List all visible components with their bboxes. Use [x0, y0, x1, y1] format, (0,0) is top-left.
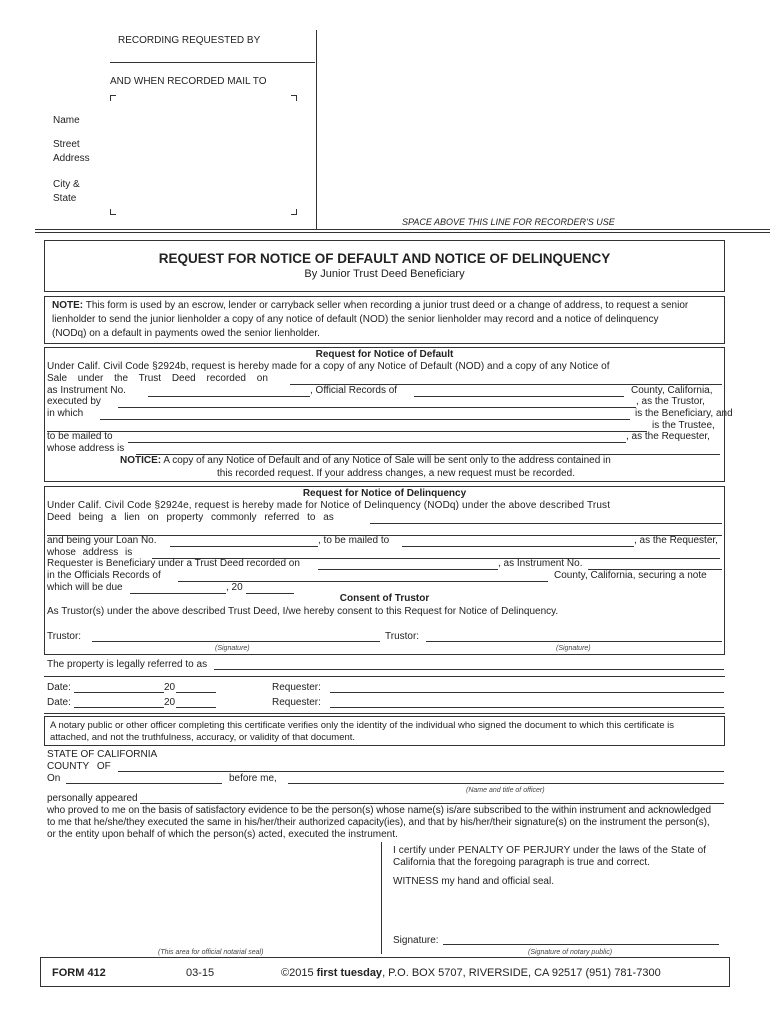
signature-caption-2: (Signature) — [556, 645, 591, 652]
default-line-4a: executed by — [47, 396, 101, 407]
corner-br — [291, 209, 297, 215]
year-label-1: 20 — [164, 682, 176, 693]
county-field[interactable] — [118, 771, 724, 772]
notary-date-field[interactable] — [66, 783, 222, 784]
delinquency-heading: Request for Notice of Delinquency — [302, 488, 467, 499]
property-legal-field[interactable] — [214, 669, 724, 670]
notary-signature-field[interactable] — [443, 944, 719, 945]
delinquency-line-3c: , as the Requester, — [634, 535, 718, 546]
note-line-3: (NODq) on a default in payments owed the senior lienholder. — [52, 328, 320, 339]
certify-line-2: California that the foregoing paragraph is true and correct. — [393, 857, 650, 868]
default-line-2: Sale under the Trust Deed recorded on — [47, 373, 268, 384]
property-separator — [44, 676, 725, 677]
date-label-1: Date: — [47, 682, 71, 693]
consent-heading: Consent of Trustor — [339, 593, 430, 604]
delinquency-line-7a: which will be due — [47, 582, 123, 593]
default-line-8: whose address is — [47, 443, 125, 454]
requester-field-1[interactable] — [330, 692, 724, 693]
delinquency-line-1: Under Calif. Civil Code §2924e, request is hereby made for Notice of Delinquency (NODq) under the above described Trust — [47, 500, 611, 511]
delinquency-line-4: whose address is — [47, 547, 133, 558]
and-when-recorded: AND WHEN RECORDED MAIL TO — [110, 76, 267, 87]
seal-area-caption: (This area for official notarial seal) — [158, 949, 264, 956]
consent-text: As Trustor(s) under the above described Trust Deed, I/we hereby consent to this Request for Notice of Delinquency. — [47, 606, 559, 617]
property-address-field[interactable] — [370, 523, 722, 524]
property-legal-label: The property is legally referred to as — [47, 659, 208, 670]
brand-name: first tuesday — [316, 967, 383, 979]
notice-label: NOTICE: — [120, 455, 162, 466]
delinquency-mailed-to-field[interactable] — [402, 546, 634, 547]
city-label: City & — [53, 179, 80, 190]
executed-by-field[interactable] — [118, 407, 636, 408]
date-separator — [44, 713, 725, 714]
year-label-2: 20 — [164, 697, 176, 708]
requester-label-1: Requester: — [272, 682, 321, 693]
before-me-label: before me, — [229, 773, 277, 784]
instrument-no-field[interactable] — [148, 396, 310, 397]
notary-disclaimer-2: attached, and not the truthfulness, accuracy, or validity of that document. — [50, 732, 356, 743]
officer-name-field[interactable] — [288, 783, 724, 784]
notary-para-3: or the entity upon behalf of which the person(s) acted, executed the instrument. — [47, 829, 398, 840]
delinquency-line-3b: , to be mailed to — [318, 535, 390, 546]
delinquency-line-5b: , as Instrument No. — [498, 558, 583, 569]
delinquency-line-7b: , 20 — [226, 582, 243, 593]
recorder-line-2 — [35, 232, 770, 233]
notary-para-1: who proved to me on the basis of satisfactory evidence to be the person(s) whose name(s) is/are subscribed to the within instrument and acknowledged — [47, 805, 712, 816]
trustor-label-1: Trustor: — [47, 631, 82, 642]
mailed-to-field[interactable] — [128, 442, 626, 443]
default-line-4b: , as the Trustor, — [636, 396, 705, 407]
title-box — [44, 240, 725, 292]
date-field-2[interactable] — [74, 707, 164, 708]
corner-tr — [291, 95, 297, 101]
delinquency-line-5a: Requester is Beneficiary under a Trust Deed recorded on — [47, 558, 300, 569]
delinquency-line-6b: County, California, securing a note — [554, 570, 707, 581]
trustor-signature-field-2[interactable] — [426, 641, 722, 642]
note-line-1: NOTE: This form is used by an escrow, lender or carryback seller when recording a junior trust deed or a change of address, to request a senior — [52, 300, 689, 311]
space-above-label: SPACE ABOVE THIS LINE FOR RECORDER'S USE — [402, 217, 615, 227]
form-date: 03-15 — [186, 967, 215, 979]
requester-label-2: Requester: — [272, 697, 321, 708]
date-label-2: Date: — [47, 697, 71, 708]
default-line-7b: , as the Requester, — [626, 431, 710, 442]
recording-divider — [316, 30, 317, 230]
date-field-1[interactable] — [74, 692, 164, 693]
default-heading: Request for Notice of Default — [315, 349, 454, 360]
witness-line: WITNESS my hand and official seal. — [393, 876, 554, 887]
default-line-5b: is the Beneficiary, and — [635, 408, 733, 419]
requested-by-line — [110, 62, 315, 63]
trustor-signature-field-1[interactable] — [92, 641, 380, 642]
default-notice-line-2: this recorded request. If your address changes, a new request must be recorded. — [217, 468, 575, 479]
loan-no-field[interactable] — [170, 546, 318, 547]
name-label: Name — [53, 115, 80, 126]
form-number: FORM 412 — [52, 967, 106, 979]
appeared-field[interactable] — [140, 803, 724, 804]
default-notice-line-1: NOTICE: A copy of any Notice of Default and of any Notice of Sale will be sent only to the address contained in — [120, 455, 611, 466]
default-line-3a: as Instrument No. — [47, 385, 126, 396]
personally-appeared: personally appeared — [47, 793, 138, 804]
notary-divider — [381, 842, 382, 954]
certify-line-1: I certify under PENALTY OF PERJURY under the laws of the State of — [393, 845, 707, 856]
signature-caption-1: (Signature) — [215, 645, 250, 652]
default-line-3b: , Official Records of — [310, 385, 398, 396]
state-of-california: STATE OF CALIFORNIA — [47, 749, 158, 760]
footer-copyright: ©2015 first tuesday, P.O. BOX 5707, RIVERSIDE, CA 92517 (951) 781-7300 — [281, 967, 661, 979]
recorder-line-1 — [35, 229, 770, 230]
state-label: State — [53, 193, 77, 204]
notary-disclaimer-1: A notary public or other officer completing this certificate verifies only the identity of the individual who signed the document to which this certificate is — [50, 720, 674, 731]
trustor-label-2: Trustor: — [385, 631, 420, 642]
note-line-2: lienholder to send the junior lienholder a copy of any notice of default (NOD) the senior lienholder may record and a notice of delinquency — [52, 314, 659, 325]
delinquency-line-2: Deed being a lien on property commonly referred to as — [47, 512, 334, 523]
default-line-5a: in which — [47, 408, 84, 419]
trustee-field[interactable] — [47, 431, 647, 432]
corner-bl — [110, 209, 116, 215]
delinquency-line-3a: and being your Loan No. — [47, 535, 157, 546]
form-title: REQUEST FOR NOTICE OF DEFAULT AND NOTICE OF DELINQUENCY — [158, 251, 611, 266]
official-records-field[interactable] — [414, 396, 624, 397]
note-label: NOTE: — [52, 300, 84, 311]
signature-label: Signature: — [393, 935, 439, 946]
default-line-7a: to be mailed to — [47, 431, 113, 442]
street-label: Street — [53, 139, 80, 150]
year-field-2[interactable] — [176, 707, 216, 708]
delinquency-line-6a: in the Officials Records of — [47, 570, 161, 581]
default-line-1: Under Calif. Civil Code §2924b, request is hereby made for a copy of any Notice of Default (NOD) and a copy of any Notice of — [47, 361, 610, 372]
notary-signature-caption: (Signature of notary public) — [528, 949, 613, 956]
address-label: Address — [53, 153, 90, 164]
form-subtitle: By Junior Trust Deed Beneficiary — [304, 268, 465, 280]
corner-tl — [110, 95, 116, 101]
td-recorded-on-field[interactable] — [318, 569, 498, 570]
notary-para-2: to me that he/she/they executed the same in his/her/their authorized capacity(ies), and that by his/her/their signature(s) on the instrument the person(s), — [47, 817, 710, 828]
beneficiary-field[interactable] — [100, 419, 630, 420]
default-line-3c: County, California, — [631, 385, 713, 396]
year-field-1[interactable] — [176, 692, 216, 693]
recording-requested-by: RECORDING REQUESTED BY — [118, 35, 261, 46]
on-label: On — [47, 773, 61, 784]
default-line-6: is the Trustee, — [652, 420, 715, 431]
name-title-caption: (Name and title of officer) — [466, 787, 545, 794]
county-of: COUNTY OF — [47, 761, 111, 772]
requester-field-2[interactable] — [330, 707, 724, 708]
